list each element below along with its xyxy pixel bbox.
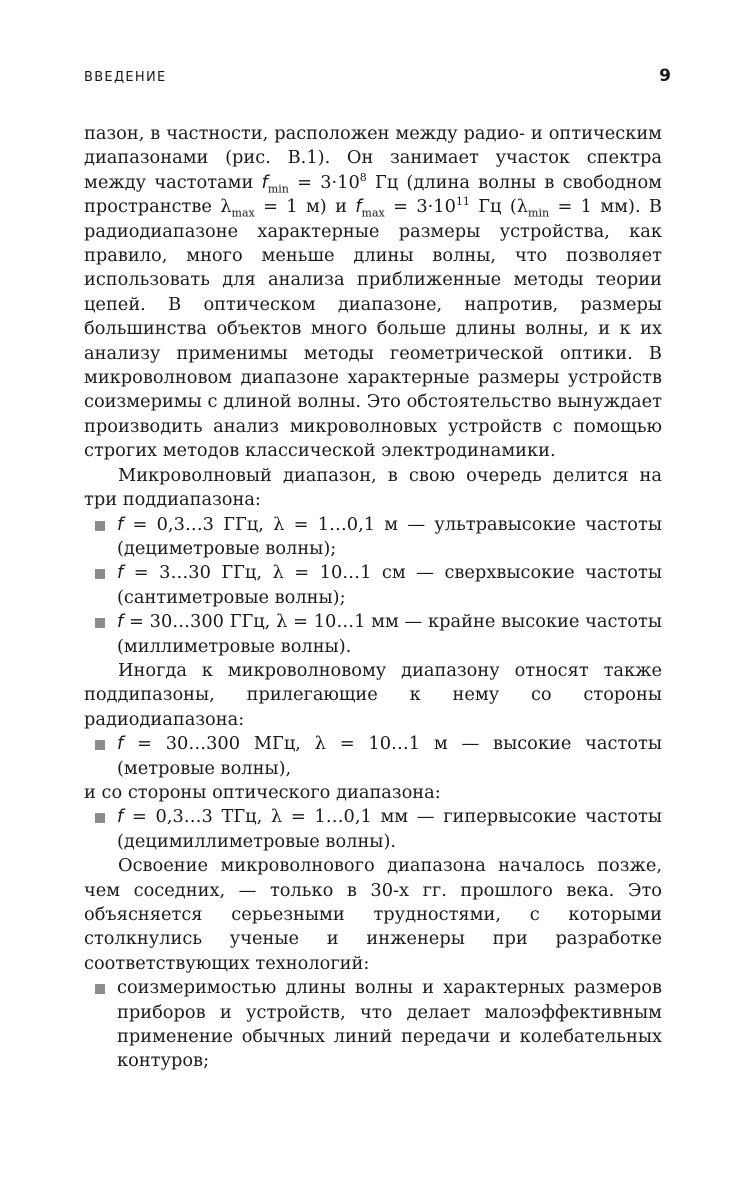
square-bullet-icon [95, 740, 105, 750]
paragraph-adjacent-optical: и со стороны оптического диапазона: [84, 781, 441, 803]
paragraph-adjacent-radio: Иногда к микроволновому диапазону относят также поддипазоны, прилегающие к нему со стороны радиодиапазона: [84, 659, 662, 730]
square-bullet-icon [95, 618, 105, 628]
square-bullet-icon [95, 813, 105, 823]
list-item-uhf: f = 0,3…3 ГГц, λ = 1…0,1 м — ультравысокие частоты (дециметровые волны); [84, 513, 662, 562]
paragraph-subranges: Микроволновый диапазон, в свою очередь делится на три поддиапазона: [84, 464, 662, 511]
list-item-difficulty: соизмеримостью длины волны и характерных размеров приборов и устройств, что делает малоэффективным применение обычных линий передачи и колебательных контуров; [84, 976, 662, 1074]
page-header [84, 66, 671, 86]
paragraph-development: Освоение микроволнового диапазона началось позже, чем соседних, — только в 30-х гг. прошлого века. Это объясняется серьезными трудностями, с которыми столкнулись ученые и инженеры при разработке соответствующих технологий: [84, 855, 662, 974]
page-number: 9 [659, 66, 671, 86]
paragraph-intro: пазон, в частности, расположен между радио- и оптическим диапазонами (рис. В.1). Он занимает участок спектра между частотами $f_{min} = 3\cdot 10^8$ Гц (длина волны в свободном пространстве $\lambda_{max} = 1$ м) и $f_{max} = 3\cdot 10^{11}$ Гц ($\lambda_{min} = 1$ мм). В радиодиапазоне характерные размеры устройства, как правило, много меньше длины волны, что позволяет использовать для анализа приближенные методы теории цепей. В оптическом диапазоне, напротив, размеры большинства объектов много больше длины волны, и к их анализу применимы методы геометрической оптики. В микроволновом диапазоне характерные размеры устройств соизмеримы с длиной волны. Это обстоятельство вынуждает производить анализ микроволновых устройств с помощью строгих методов классической электродинамики. [84, 123, 663, 462]
square-bullet-icon [95, 569, 105, 579]
square-bullet-icon [95, 521, 105, 531]
square-bullet-icon [95, 984, 105, 994]
running-head: ВВЕДЕНИЕ [84, 70, 167, 85]
list-item-vhf: f = 30…300 МГц, λ = 10…1 м — высокие частоты (метровые волны), [84, 732, 662, 781]
list-item-thf: f = 0,3…3 ТГц, λ = 1…0,1 мм — гипервысокие частоты (децимиллиметровые волны). [84, 805, 662, 854]
list-item-ehf: f = 30…300 ГГц, λ = 10…1 мм — крайне высокие частоты (миллиметровые волны). [84, 610, 662, 659]
page-body [84, 122, 662, 1074]
list-item-shf: f = 3…30 ГГц, λ = 10…1 см — сверхвысокие частоты (сантиметровые волны); [84, 561, 662, 610]
